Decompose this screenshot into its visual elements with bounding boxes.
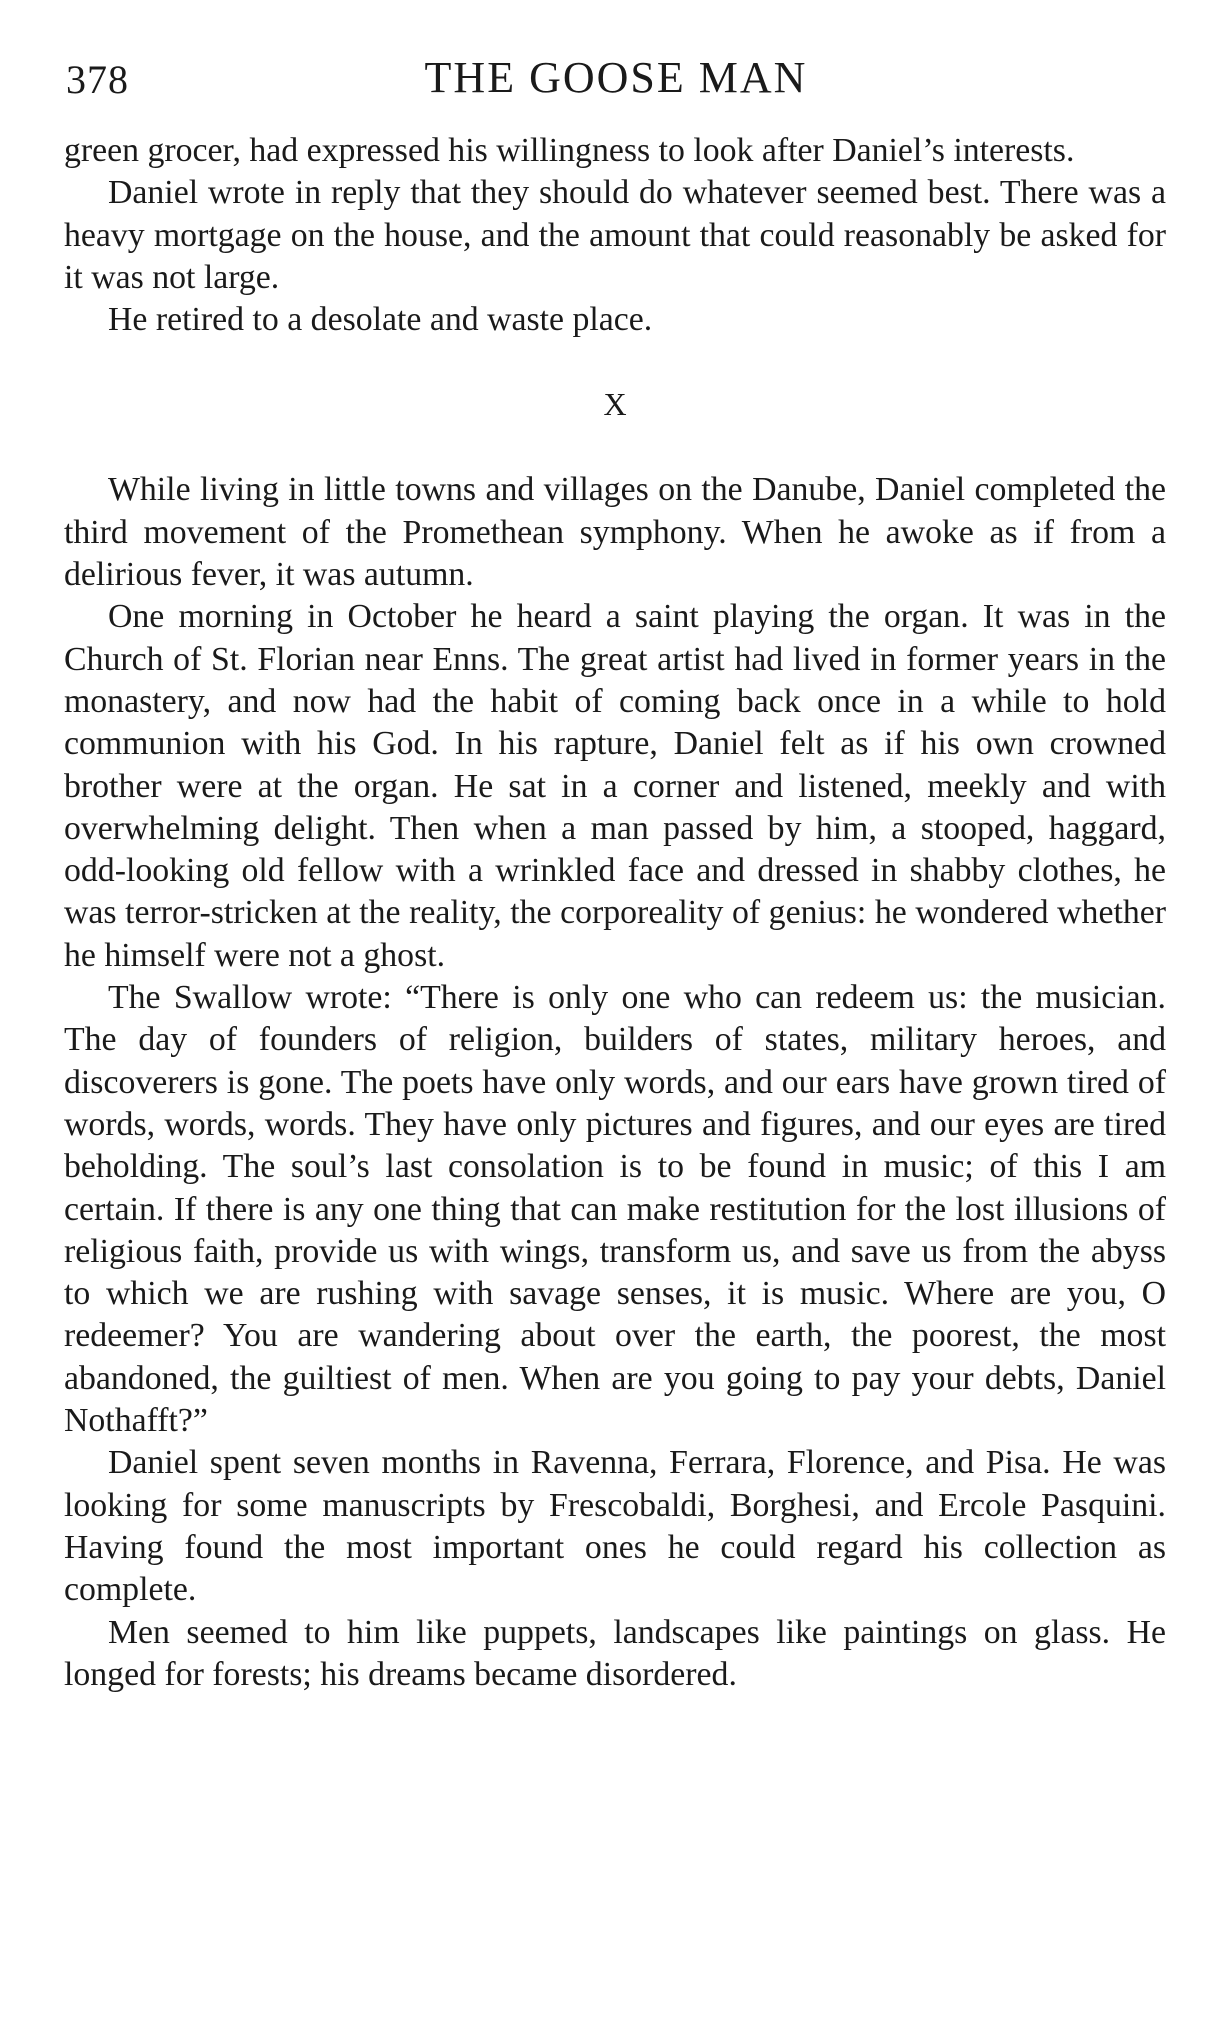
- body-text: [64, 130, 1166, 1696]
- page-header: [66, 52, 1166, 112]
- paragraph: One morning in October he heard a saint playing the organ. It was in the Church of St. Florian near Enns. The great artist had lived in former years in the monastery, and now had the habit of coming back once in a while to hold communion with his God. In his rapture, Daniel felt as if his own crowned brother were at the organ. He sat in a corner and listened, meekly and with overwhelming delight. Then when a man passed by him, a stooped, haggard, odd-looking old fellow with a wrinkled face and dressed in shabby clothes, he was terror-stricken at the reality, the corporeality of genius: he wondered whether he himself were not a ghost.: [64, 598, 1166, 974]
- paragraph: While living in little towns and villages on the Danube, Daniel completed the third movement of the Promethean symphony. When he awoke as if from a delirious fever, it was autumn.: [64, 471, 1166, 594]
- page-number: 378: [66, 57, 129, 102]
- paragraph: He retired to a desolate and waste place.: [108, 301, 653, 339]
- section-number: X: [603, 386, 627, 423]
- paragraph: Daniel spent seven months in Ravenna, Ferrara, Florence, and Pisa. He was looking for some manuscripts by Frescobaldi, Borghesi, and Ercole Pasquini. Having found the most important ones he could regard his collection as complete.: [64, 1444, 1166, 1609]
- paragraph: green grocer, had expressed his willingness to look after Daniel’s interests.: [64, 132, 1075, 169]
- paragraph: The Swallow wrote: “There is only one who can redeem us: the musician. The day of founders of religion, builders of states, military heroes, and discoverers is gone. The poets have only words, and our ears have grown tired of words, words, words. They have only pictures and figures, and our eyes are tired beholding. The soul’s last consolation is to be found in music; of this I am certain. If there is any one thing that can make restitution for the lost illusions of religious faith, provide us with wings, transform us, and save us from the abyss to which we are rushing with savage senses, it is music. Where are you, O redeemer? You are wandering about over the earth, the poorest, the most abandoned, the guiltiest of men. When are you going to pay your debts, Daniel Nothafft?”: [64, 979, 1166, 1440]
- running-head-title: THE GOOSE MAN: [424, 53, 808, 102]
- paragraph: Daniel wrote in reply that they should do whatever seemed best. There was a heavy mortgage on the house, and the amount that could reasonably be asked for it was not large.: [64, 174, 1166, 296]
- paragraph: Men seemed to him like puppets, landscapes like paintings on glass. He longed for forests; his dreams became disordered.: [64, 1613, 1166, 1693]
